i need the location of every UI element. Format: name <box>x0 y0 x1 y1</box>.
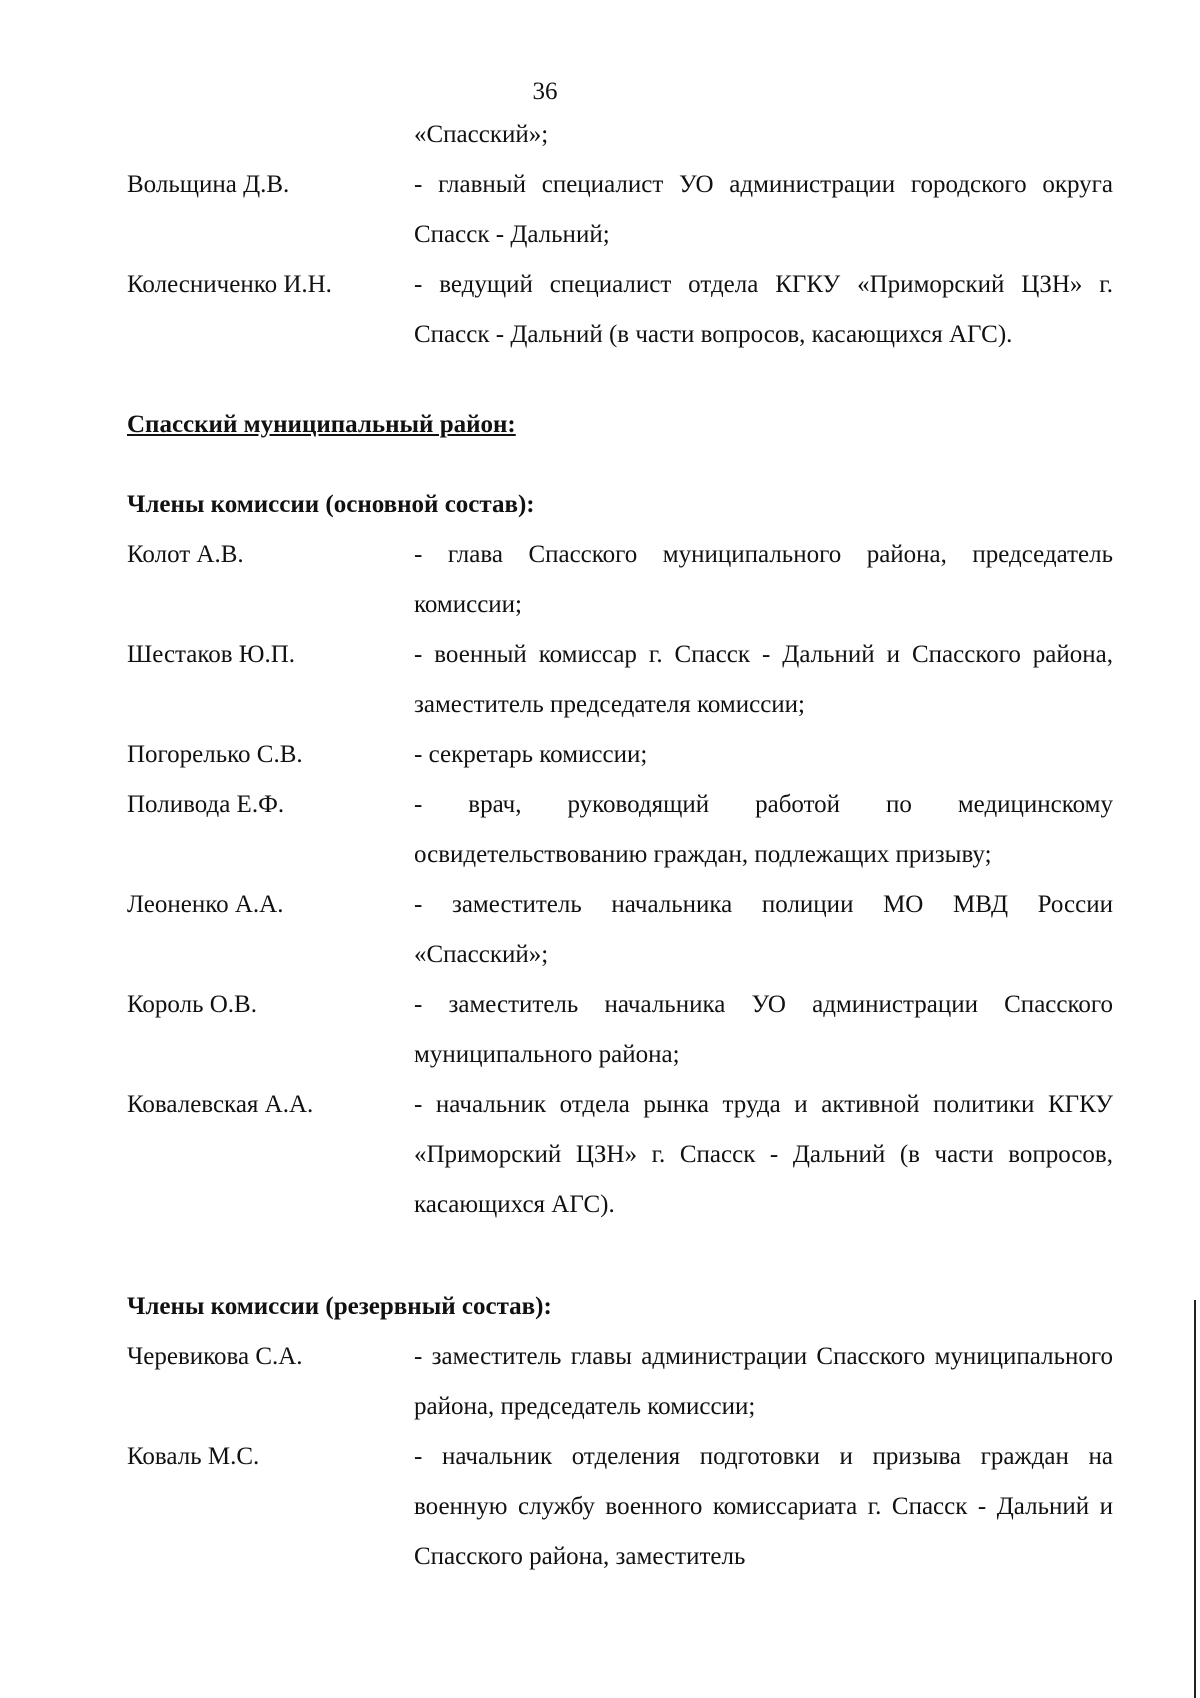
document-body <box>127 110 1113 1582</box>
main-composition-heading: Члены комиссии (основной состав): <box>127 491 535 518</box>
reserve-composition-heading: Члены комиссии (резервный состав): <box>127 1293 552 1320</box>
district-heading: Спасский муниципальный район: <box>127 411 516 438</box>
member-name: Колесниченко И.Н. <box>127 271 332 298</box>
member-role: - начальник отделения подготовки и призыва граждан на военную службу военного комиссариата г. Спасск - Дальний и Спасского района, заместитель <box>414 1443 1113 1570</box>
member-name: Поливода Е.Ф. <box>127 791 285 818</box>
member-name: Погорелько С.В. <box>127 741 303 768</box>
member-row <box>127 980 1113 1080</box>
member-name: Колот А.В. <box>127 541 244 568</box>
member-role: - глава Спасского муниципального района, председатель комиссии; <box>414 541 1113 618</box>
member-role: - ведущий специалист отдела КГКУ «Приморский ЦЗН» г. Спасск - Дальний (в части вопросов, касающихся АГС). <box>414 271 1113 348</box>
member-role: - главный специалист УО администрации городского округа Спасск - Дальний; <box>414 171 1113 248</box>
member-role: - врач, руководящий работой по медицинскому освидетельствованию граждан, подлежащих призыву; <box>414 791 1113 868</box>
member-role: - начальник отдела рынка труда и активной политики КГКУ «Приморский ЦЗН» г. Спасск - Дальний (в части вопросов, касающихся АГС). <box>414 1091 1113 1218</box>
member-role: - заместитель начальника полиции МО МВД России «Спасский»; <box>414 891 1113 968</box>
member-row <box>127 530 1113 630</box>
member-name: Шестаков Ю.П. <box>127 641 296 668</box>
member-name: Вольщина Д.В. <box>127 171 290 198</box>
member-row <box>127 160 1113 260</box>
member-row <box>127 1080 1113 1230</box>
member-name: Черевикова С.А. <box>127 1343 303 1370</box>
member-row <box>127 1432 1113 1582</box>
member-row <box>127 730 1113 780</box>
member-row <box>127 260 1113 360</box>
continuation-row <box>127 110 1113 160</box>
member-row <box>127 1332 1113 1432</box>
member-row <box>127 880 1113 980</box>
member-name: Король О.В. <box>127 991 257 1018</box>
continuation-text: «Спасский»; <box>414 121 549 148</box>
member-role: - заместитель начальника УО администрации Спасского муниципального района; <box>414 991 1113 1068</box>
member-role: - заместитель главы администрации Спасского муниципального района, председатель комиссии; <box>414 1343 1113 1420</box>
member-name: Ковалевская А.А. <box>127 1091 314 1118</box>
member-name: Леоненко А.А. <box>127 891 284 918</box>
page-number: 36 <box>532 78 558 105</box>
member-name: Коваль М.С. <box>127 1443 260 1470</box>
member-role: - секретарь комиссии; <box>414 741 648 768</box>
member-role: - военный комиссар г. Спасск - Дальний и Спасского района, заместитель председателя комиссии; <box>414 641 1113 718</box>
member-row <box>127 630 1113 730</box>
member-row <box>127 780 1113 880</box>
scan-edge-line <box>1194 1300 1196 1698</box>
